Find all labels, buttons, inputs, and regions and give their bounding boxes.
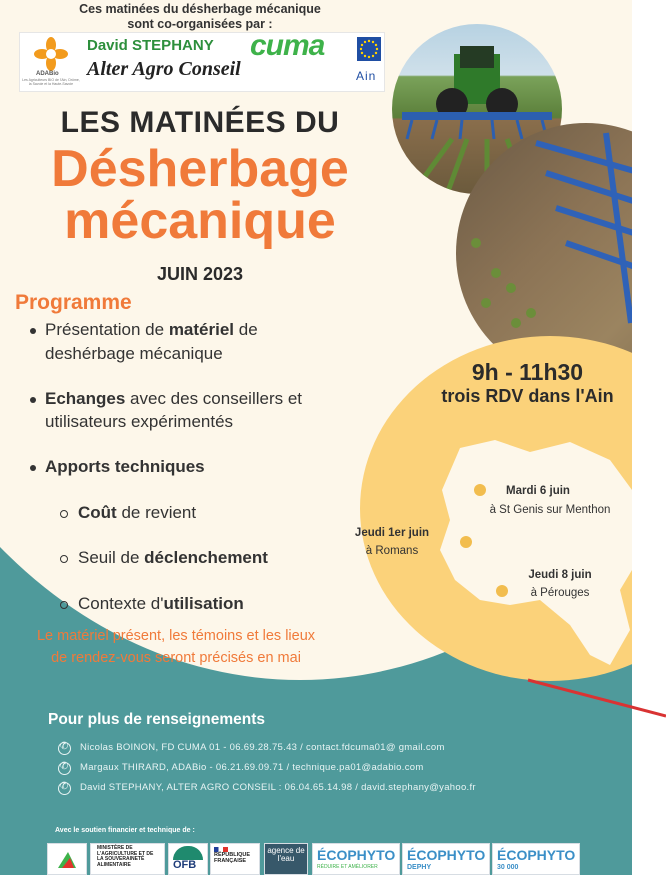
event-place-perouges: à Pérouges [530, 587, 590, 599]
programme-subitem-seuil: Seuil de déclenchement [60, 547, 268, 569]
programme-subitem-contexte: Contexte d'utilisation [60, 593, 244, 615]
cuma-region: Ain [356, 69, 377, 83]
partner-logo-ofb [168, 843, 208, 875]
programme-item-echanges-cont: utilisateurs expérimentés [45, 412, 234, 431]
event-place-romans: à Romans [365, 545, 419, 557]
adabio-tagline: Les Agriculteurs BIO de l'Ain, Drôme, la Savoie et la Haute-Savoie [22, 78, 80, 86]
consultant-name: David STEPHANY [87, 37, 214, 54]
coorg-line-1: Ces matinées du désherbage mécanique [79, 2, 321, 16]
contact-line-alter-agro: David STEPHANY, ALTER AGRO CONSEIL : 06.04.65.14.98 / david.stephany@yahoo.fr [80, 782, 476, 793]
partner-logo-ecophyto-3 [492, 843, 580, 875]
partner-logo-republique [210, 843, 260, 875]
eu-flag-icon [357, 37, 381, 61]
coorg-line-2: sont co-organisées par : [127, 17, 273, 31]
coorganisers-note [0, 2, 400, 32]
red-annotation-line [520, 670, 666, 720]
ministry-name: MINISTÈRE DE L'AGRICULTURE ET DE LA SOUVERAINETÉ ALIMENTAIRE [97, 845, 154, 868]
ecophyto-label-2: ÉCOPHYTO [407, 847, 486, 863]
partner-logo-ministry [90, 843, 165, 875]
title-line-3: mécanique [64, 192, 336, 250]
support-note: Avec le soutien financier et technique de : [55, 827, 195, 834]
event-date-st-genis: Mardi 6 juin [506, 485, 570, 497]
programme-subitem-cout: Coût de revient [60, 502, 196, 524]
republique-label: RÉPUBLIQUE FRANÇAISE [214, 852, 251, 864]
programme-item-materiel: Présentation de matériel de [30, 319, 258, 341]
map-pin-perouges [496, 585, 508, 597]
programme-item-apports: Apports techniques [30, 456, 205, 478]
circle-bullet-icon [60, 555, 68, 563]
bullet-icon [30, 397, 36, 403]
ofb-label: OFB [173, 859, 197, 871]
cuma-logo-text: cuma [250, 29, 325, 62]
partner-logo-agence [264, 843, 308, 875]
event-date-romans: Jeudi 1er juin [354, 527, 430, 539]
event-place-st-genis: à St Genis sur Menthon [489, 504, 611, 516]
circle-bullet-icon [60, 601, 68, 609]
programme-heading: Programme [15, 291, 132, 314]
event-date: JUIN 2023 [156, 264, 244, 284]
bullet-icon [30, 465, 36, 471]
ecophyto-label-3: ÉCOPHYTO [497, 847, 576, 863]
ain-map-shape [420, 430, 632, 680]
region-leaf-icon [48, 844, 86, 874]
note-line-2: de rendez-vous seront précisés en mai [51, 650, 301, 666]
circle-bullet-icon [60, 510, 68, 518]
adabio-name: ADABio [36, 71, 59, 77]
schedule-location: trois RDV dans l'Ain [441, 386, 614, 406]
phone-icon [58, 782, 71, 795]
ecophyto-sub-3: 30 000 [497, 864, 519, 871]
bullet-icon [30, 328, 36, 334]
phone-icon [58, 742, 71, 755]
ofb-arc-icon [173, 846, 203, 860]
consultant-company: Alter Agro Conseil [87, 58, 241, 80]
partner-logo-ecophyto-1 [312, 843, 400, 875]
schedule-time: 9h - 11h30 [471, 359, 584, 385]
event-date-perouges: Jeudi 8 juin [528, 569, 592, 581]
title-line-1: LES MATINÉES DU [60, 106, 340, 139]
adabio-flower-icon [34, 37, 68, 71]
phone-icon [58, 762, 71, 775]
organisers-logo-strip [19, 29, 385, 92]
partner-logo-region [47, 843, 87, 875]
programme-note [0, 625, 352, 669]
contact-line-cuma: Nicolas BOINON, FD CUMA 01 - 06.69.28.75.43 / contact.fdcuma01@ gmail.com [80, 742, 445, 753]
title-line-2: Désherbage [51, 140, 349, 198]
map-pin-romans [460, 536, 472, 548]
ecophyto-sub-1: RÉDUIRE ET AMÉLIORER [317, 864, 378, 870]
agence-label: agence de l'eau [267, 846, 305, 863]
contact-line-adabio: Margaux THIRARD, ADABio - 06.21.69.09.71 / technique.pa01@adabio.com [80, 762, 424, 773]
programme-item-materiel-cont: deshérbage mécanique [45, 344, 223, 363]
partner-logo-ecophyto-2 [402, 843, 490, 875]
ecophyto-sub-2: DEPHY [407, 864, 432, 871]
ecophyto-label-1: ÉCOPHYTO [317, 847, 396, 863]
note-line-1: Le matériel présent, les témoins et les lieux [36, 628, 316, 644]
programme-item-echanges: Echanges avec des conseillers et [30, 388, 302, 410]
contacts-heading: Pour plus de renseignements [48, 711, 266, 728]
